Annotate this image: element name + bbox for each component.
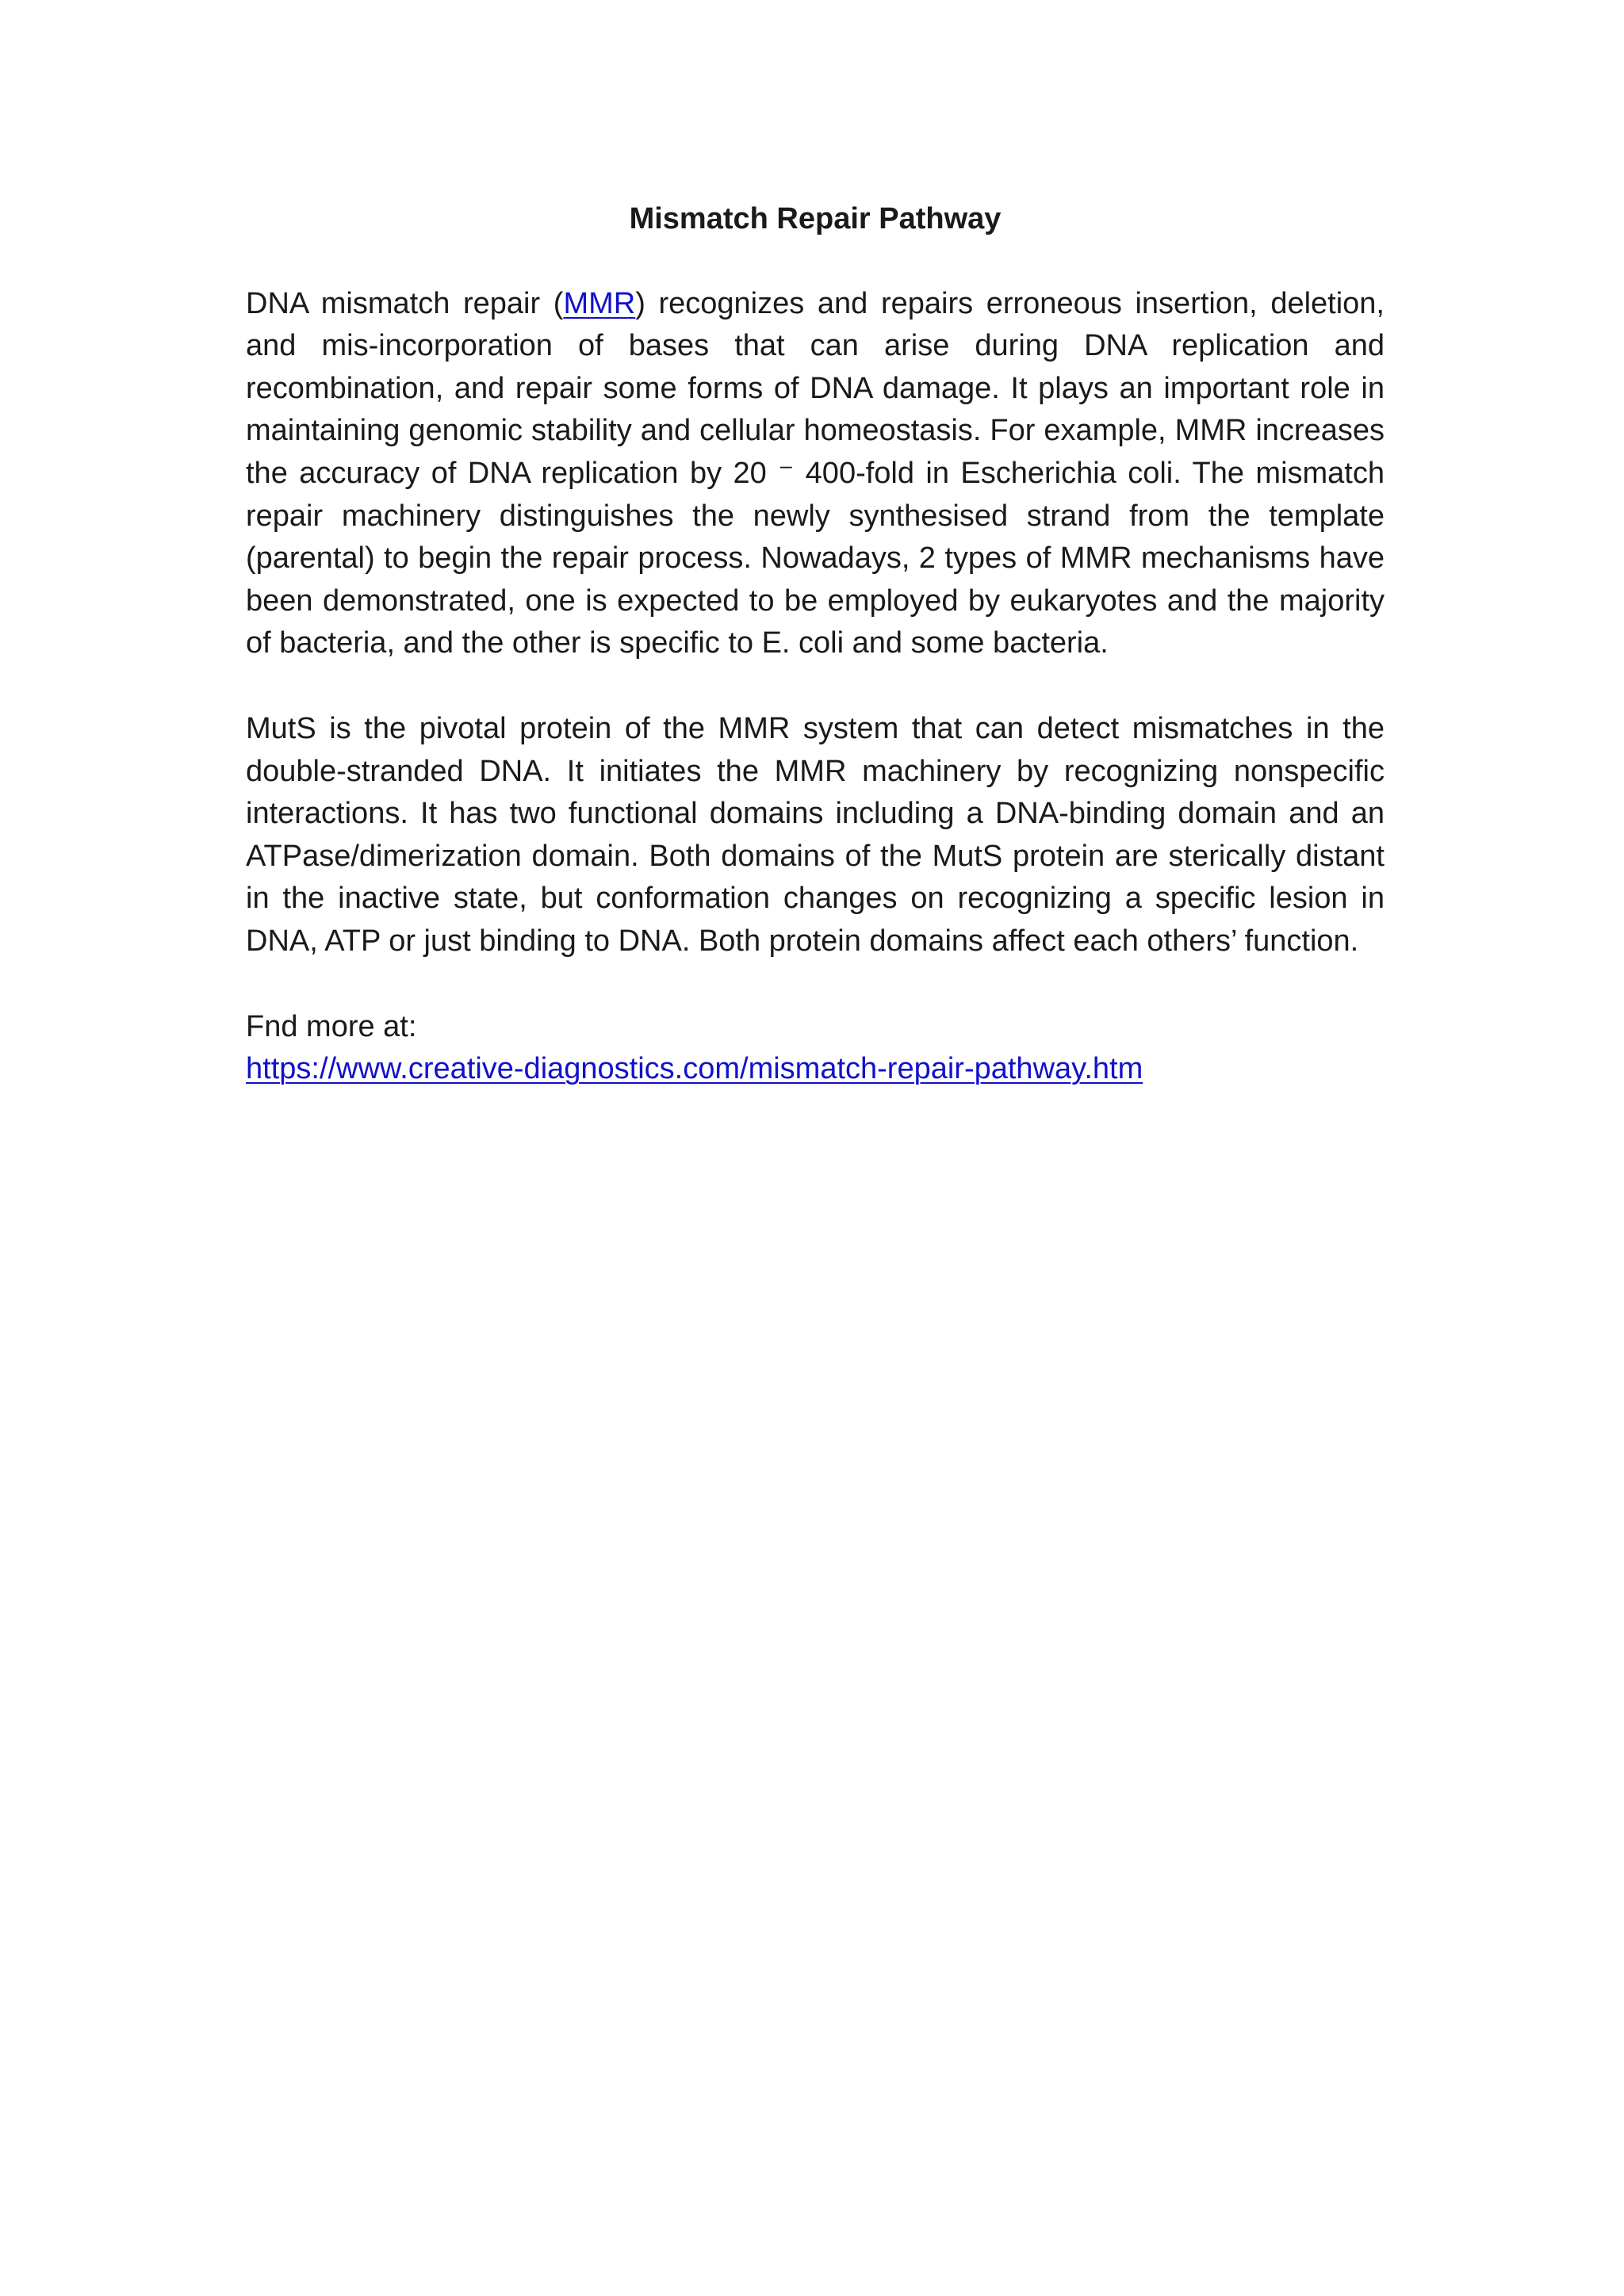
paragraph-spacer: [246, 963, 1385, 1006]
find-more-label: Fnd more at:: [246, 1009, 417, 1043]
paragraph-mmr-intro: [246, 283, 1385, 665]
document-title: Mismatch Repair Pathway: [629, 202, 1002, 235]
paragraph-1-text-rest: ) recognizes and repairs erroneous insertion, deletion, and mis-incorporation of bases that can arise during DNA replication and recombination, and repair some forms of DNA damage. It plays an important role in maintaining genomic stability and cellular homeostasis. For example, MMR increases the accuracy of DNA replication by 20 ⁻ 400-fold in Escherichia coli. The mismatch repair machinery distinguishes the newly synthesised strand from the template (parental) to begin the repair process. Nowadays, 2 types of MMR mechanisms have been demonstrated, one is expected to be employed by eukaryotes and the majority of bacteria, and the other is specific to E. coli and some bacteria.: [246, 286, 1385, 660]
find-more-url-link[interactable]: https://www.creative-diagnostics.com/mismatch-repair-pathway.htm: [246, 1052, 1143, 1086]
paragraph-spacer: [246, 665, 1385, 708]
paragraph-muts: MutS is the pivotal protein of the MMR system that can detect mismatches in the double-stranded DNA. It initiates the MMR machinery by recognizing nonspecific interactions. It has two functional domains including a DNA-binding domain and an ATPase/dimerization domain. Both domains of the MutS protein are sterically distant in the inactive state, but conformation changes on recognizing a specific lesion in DNA, ATP or just binding to DNA. Both protein domains affect each others’ function.: [246, 711, 1385, 958]
paragraph-1-text-start: DNA mismatch repair (: [246, 286, 564, 320]
mmr-link[interactable]: MMR: [563, 286, 636, 320]
find-more-line: [246, 1048, 1385, 1091]
document-page: [246, 198, 1385, 1091]
